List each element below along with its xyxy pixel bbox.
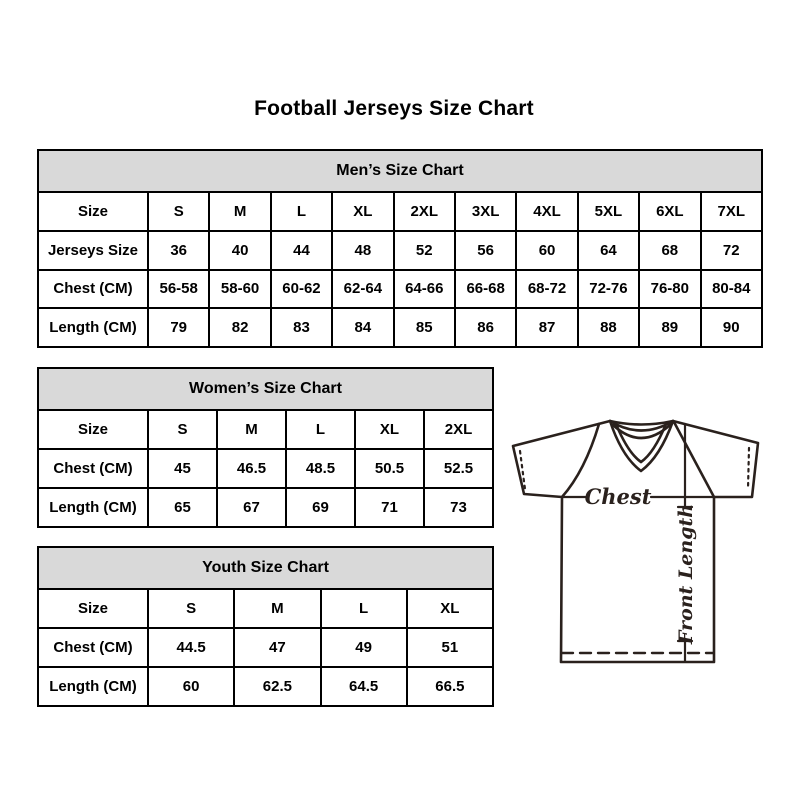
data-cell: 44.5 xyxy=(148,628,234,667)
data-cell: 56 xyxy=(455,231,516,270)
data-cell: 56-58 xyxy=(148,270,209,309)
data-cell: S xyxy=(148,192,209,231)
jersey-illustration xyxy=(505,415,775,695)
jersey-measurement-diagram xyxy=(505,415,775,695)
data-cell: 89 xyxy=(639,308,700,347)
right-cuff-dotted-line xyxy=(748,448,749,489)
table-title-row xyxy=(38,368,493,410)
data-cell: 7XL xyxy=(701,192,762,231)
data-cell: M xyxy=(234,589,320,628)
data-cell: L xyxy=(271,192,332,231)
data-cell: 44 xyxy=(271,231,332,270)
data-cell: 73 xyxy=(424,488,493,527)
data-cell: 58-60 xyxy=(209,270,270,309)
data-cell: 52 xyxy=(394,231,455,270)
data-cell: 49 xyxy=(321,628,407,667)
data-cell: 68 xyxy=(639,231,700,270)
table-row xyxy=(38,308,762,347)
data-cell: 90 xyxy=(701,308,762,347)
data-cell: 76-80 xyxy=(639,270,700,309)
youth-size-table xyxy=(37,546,494,707)
data-cell: 62-64 xyxy=(332,270,393,309)
data-cell: 66.5 xyxy=(407,667,493,706)
table-row xyxy=(38,449,493,488)
data-cell: XL xyxy=(407,589,493,628)
womens-size-table xyxy=(37,367,494,528)
data-cell: 84 xyxy=(332,308,393,347)
row-header-cell: Chest (CM) xyxy=(38,628,148,667)
chest-label: Chest xyxy=(584,484,652,509)
data-cell: 60-62 xyxy=(271,270,332,309)
data-cell: 67 xyxy=(217,488,286,527)
data-cell: 36 xyxy=(148,231,209,270)
table-title-row xyxy=(38,150,762,192)
table-row xyxy=(38,410,493,449)
row-header-cell: Chest (CM) xyxy=(38,270,148,309)
data-cell: 80-84 xyxy=(701,270,762,309)
row-header-cell: Length (CM) xyxy=(38,488,148,527)
data-cell: 69 xyxy=(286,488,355,527)
data-cell: 51 xyxy=(407,628,493,667)
data-cell: 65 xyxy=(148,488,217,527)
mens-size-table xyxy=(37,149,763,348)
front-length-label: Front Length xyxy=(675,503,697,645)
data-cell: 50.5 xyxy=(355,449,424,488)
data-cell: 85 xyxy=(394,308,455,347)
table-row xyxy=(38,231,762,270)
row-header-cell: Chest (CM) xyxy=(38,449,148,488)
data-cell: 88 xyxy=(578,308,639,347)
data-cell: 45 xyxy=(148,449,217,488)
data-cell: 72-76 xyxy=(578,270,639,309)
data-cell: L xyxy=(286,410,355,449)
data-cell: 5XL xyxy=(578,192,639,231)
data-cell: 48 xyxy=(332,231,393,270)
data-cell: 71 xyxy=(355,488,424,527)
data-cell: 79 xyxy=(148,308,209,347)
data-cell: 66-68 xyxy=(455,270,516,309)
table-title: Women’s Size Chart xyxy=(38,368,493,410)
table-body xyxy=(38,589,493,706)
row-header-cell: Size xyxy=(38,192,148,231)
data-cell: 48.5 xyxy=(286,449,355,488)
table-title-row xyxy=(38,547,493,589)
data-cell: 40 xyxy=(209,231,270,270)
data-cell: 64-66 xyxy=(394,270,455,309)
data-cell: 47 xyxy=(234,628,320,667)
table-row xyxy=(38,192,762,231)
page-title: Football Jerseys Size Chart xyxy=(254,97,534,120)
data-cell: M xyxy=(217,410,286,449)
data-cell: 64 xyxy=(578,231,639,270)
data-cell: 52.5 xyxy=(424,449,493,488)
row-header-cell: Length (CM) xyxy=(38,667,148,706)
row-header-cell: Size xyxy=(38,410,148,449)
data-cell: 86 xyxy=(455,308,516,347)
data-cell: 6XL xyxy=(639,192,700,231)
table-title: Youth Size Chart xyxy=(38,547,493,589)
data-cell: S xyxy=(148,410,217,449)
row-header-cell: Length (CM) xyxy=(38,308,148,347)
table-row xyxy=(38,628,493,667)
table-body xyxy=(38,192,762,347)
data-cell: 46.5 xyxy=(217,449,286,488)
data-cell: 82 xyxy=(209,308,270,347)
row-header-cell: Size xyxy=(38,589,148,628)
data-cell: 60 xyxy=(148,667,234,706)
data-cell: S xyxy=(148,589,234,628)
data-cell: 62.5 xyxy=(234,667,320,706)
data-cell: 4XL xyxy=(516,192,577,231)
data-cell: 64.5 xyxy=(321,667,407,706)
data-cell: L xyxy=(321,589,407,628)
row-header-cell: Jerseys Size xyxy=(38,231,148,270)
table-row xyxy=(38,270,762,309)
data-cell: 60 xyxy=(516,231,577,270)
table-title: Men’s Size Chart xyxy=(38,150,762,192)
data-cell: 87 xyxy=(516,308,577,347)
data-cell: 68-72 xyxy=(516,270,577,309)
table-row xyxy=(38,589,493,628)
data-cell: XL xyxy=(355,410,424,449)
data-cell: XL xyxy=(332,192,393,231)
table-row xyxy=(38,667,493,706)
data-cell: 72 xyxy=(701,231,762,270)
table-body xyxy=(38,410,493,527)
data-cell: 2XL xyxy=(394,192,455,231)
data-cell: 83 xyxy=(271,308,332,347)
data-cell: 2XL xyxy=(424,410,493,449)
data-cell: M xyxy=(209,192,270,231)
data-cell: 3XL xyxy=(455,192,516,231)
table-row xyxy=(38,488,493,527)
